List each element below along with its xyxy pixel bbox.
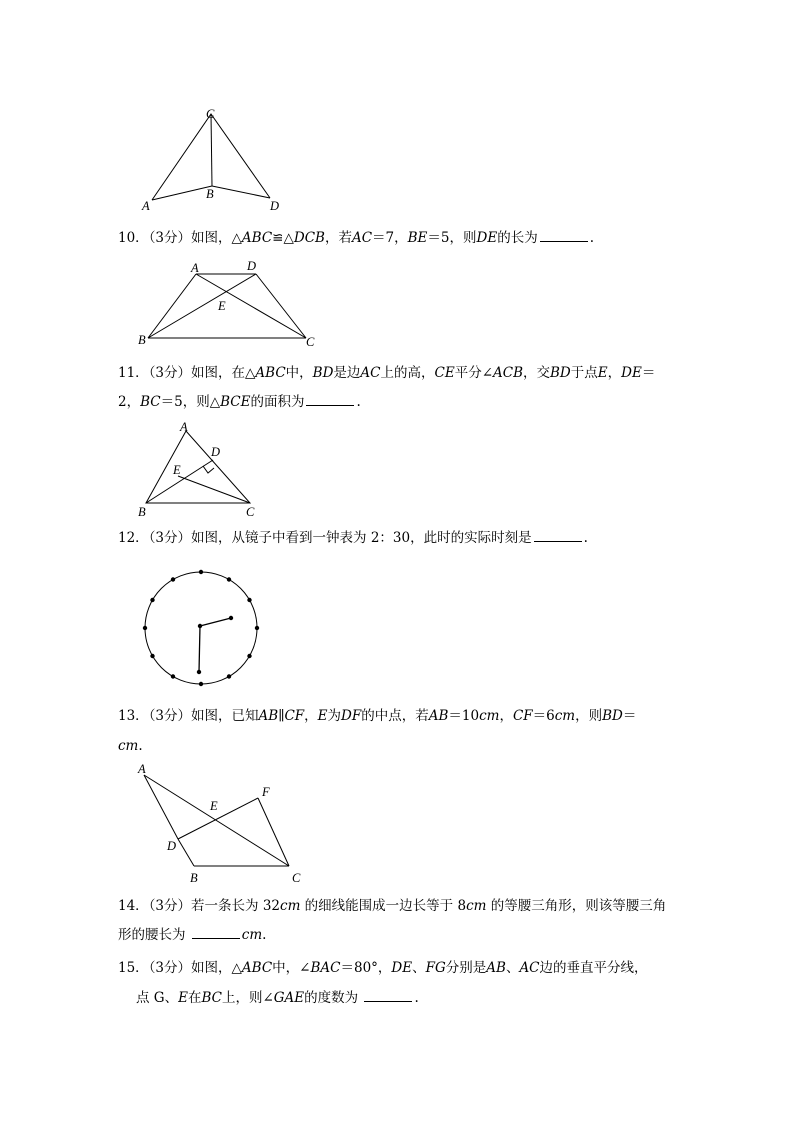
fig11-label-a: A [180, 420, 188, 434]
q14-text: 的细线能围成一边长等于 8 [300, 898, 467, 914]
question-15 [118, 958, 648, 978]
fig9-segment-bd [212, 186, 270, 198]
clock-hour-dot [227, 674, 231, 678]
q13-text: E [317, 708, 328, 724]
figure-q13-quadrilateral [136, 762, 306, 884]
q15-text: 的度数为 [304, 990, 363, 1006]
q11-text: 平分∠ [454, 365, 494, 381]
fig9-label-a: A [142, 199, 150, 213]
q11-text: AC [360, 365, 381, 381]
figure-q11-triangle [136, 420, 266, 520]
q15-text: 、 [505, 960, 520, 976]
q14-text: cm [280, 898, 301, 914]
fig9-label-c: C [206, 107, 215, 121]
q13-text: DF [341, 708, 362, 724]
q15-text: FG [425, 960, 446, 976]
q11-text: 上的高， [380, 365, 435, 381]
q11-text: . [356, 394, 361, 410]
question-14 [118, 896, 666, 916]
q11-text: E [597, 365, 608, 381]
q15-text: GAE [273, 990, 305, 1006]
q11-text: ＝5，则△ [160, 394, 221, 410]
fig9-label-d: D [270, 199, 280, 213]
q15-text: 、 [412, 960, 426, 976]
question-11-line2 [118, 392, 361, 412]
clock-center [198, 624, 202, 628]
q11-text: BC [140, 394, 161, 410]
fig13-label-c: C [292, 871, 301, 885]
fig10-label-c: C [306, 335, 315, 349]
q10-text: ＝7， [372, 230, 408, 246]
q15-text: 如图，△ [191, 960, 242, 976]
q14-answer-blank[interactable] [192, 925, 240, 939]
q14-number: 14． [118, 898, 149, 914]
q10-text: ABC [241, 230, 273, 246]
q13-score: （3分） [148, 708, 192, 724]
q13-text: 为 [327, 708, 342, 724]
fig10-label-b: B [138, 333, 146, 347]
q11-text: DE [621, 365, 642, 381]
question-14-line2 [118, 925, 266, 945]
q11-text: BD [312, 365, 334, 381]
q11-text: 中， [285, 365, 313, 381]
q13-text: ＝10 [448, 708, 480, 724]
clock-hand-long [199, 626, 200, 672]
clock-hour-dot [171, 674, 175, 678]
fig10-label-e: E [218, 299, 226, 313]
q11-text: 于点 [570, 365, 598, 381]
q13-text: ∥ [278, 708, 285, 724]
fig13-segment-db [178, 839, 194, 866]
fig11-right-angle-mark [203, 466, 214, 473]
q12-score: （3分） [148, 530, 192, 546]
clock-hour-dot [171, 577, 175, 581]
q10-text: AC [351, 230, 373, 246]
q15-text: BC [201, 990, 222, 1006]
q13-text: ，则 [575, 708, 603, 724]
fig11-bisector-ce [178, 476, 250, 503]
q15-text: 分别是 [445, 960, 487, 976]
q10-text: . [589, 230, 594, 246]
figure-q9-triangles [140, 104, 290, 214]
q10-number: 10． [118, 230, 149, 246]
q11-answer-blank[interactable] [306, 392, 354, 406]
q12-number: 12． [118, 530, 149, 546]
fig13-label-a: A [138, 762, 146, 776]
q12-answer-blank[interactable] [534, 528, 582, 542]
q10-text: 的长为 [497, 230, 538, 246]
q11-text: ACB [493, 365, 524, 381]
q11-text: 2， [118, 394, 141, 410]
q12-end: . [583, 530, 588, 546]
q14-text: . [262, 927, 267, 943]
q13-text: ＝ [622, 708, 637, 724]
q15-text: BAC [310, 960, 341, 976]
q10-text: ＝5，则 [427, 230, 477, 246]
q15-answer-blank[interactable] [364, 988, 412, 1002]
q14-text: 的等腰三角形，则该等腰三角 [486, 898, 667, 914]
q13-text: cm [479, 708, 500, 724]
fig11-label-b: B [138, 505, 146, 519]
q11-text: 是边 [333, 365, 361, 381]
q12-text: 如图，从镜子中看到一钟表为 2：30，此时的实际时刻是 [191, 530, 532, 546]
q13-text: BD [602, 708, 623, 724]
fig10-segment-dc [256, 274, 306, 338]
fig10-segment-bd [148, 274, 256, 338]
q14-text: 若一条长为 32 [191, 898, 281, 914]
clock-hour-dot [255, 626, 259, 630]
q10-answer-blank[interactable] [540, 228, 588, 242]
clock-hour-dot [199, 570, 203, 574]
q11-text: BD [550, 365, 571, 381]
q11-text: ABC [255, 365, 286, 381]
q14-text: 形的腰长为 [118, 927, 190, 943]
question-10 [118, 228, 594, 248]
q11-text: CE [434, 365, 455, 381]
fig10-label-a: A [191, 261, 199, 275]
q10-text: 如图，△ [191, 230, 242, 246]
clock-face [145, 572, 257, 684]
q15-text: . [414, 990, 419, 1006]
q15-text: E [178, 990, 188, 1006]
clock-hour-dots [143, 570, 259, 686]
clock-hour-dot [143, 626, 147, 630]
fig13-label-d: D [167, 839, 177, 853]
q10-score: （3分） [148, 230, 192, 246]
clock-hour-dot [247, 654, 251, 658]
figure-q10-crossed-triangles [138, 258, 328, 348]
q11-text: 的面积为 [250, 394, 305, 410]
q15-text: ＝80°， [340, 960, 392, 976]
clock-hour-dot [247, 598, 251, 602]
fig11-label-d: D [211, 445, 221, 459]
q13-number: 13． [118, 708, 149, 724]
q13-text: AB [428, 708, 449, 724]
fig9-segment-cb [211, 114, 212, 186]
fig13-segment-ad [144, 775, 178, 839]
q15-text: DE [391, 960, 413, 976]
q13-text: 的中点，若 [361, 708, 429, 724]
q11-score: （3分） [148, 365, 192, 381]
q14-text: cm [466, 898, 487, 914]
q15-text: ABC [241, 960, 273, 976]
clock-hour-dot [150, 598, 154, 602]
q13-text: ＝6 [532, 708, 555, 724]
fig13-label-f: F [262, 785, 270, 799]
fig13-label-e: E [210, 799, 218, 813]
question-11 [118, 363, 655, 383]
fig13-label-b: B [190, 871, 198, 885]
q15-text: AC [519, 960, 540, 976]
q10-text: ，若 [324, 230, 352, 246]
q15-text: 边的垂直平分线， [539, 960, 648, 976]
fig10-segment-ac [196, 274, 306, 338]
q13-text: 如图，已知 [191, 708, 259, 724]
clock-hour-dot [199, 682, 203, 686]
q10-text: BE [407, 230, 428, 246]
q15-text: 点 G、 [136, 990, 179, 1006]
fig10-label-d: D [247, 259, 257, 273]
q11-text: BCE [220, 394, 251, 410]
clock-hour-dot [150, 654, 154, 658]
q13-text: cm [118, 738, 139, 754]
clock-hand-short [200, 618, 231, 626]
q15-text: 上，则∠ [221, 990, 274, 1006]
clock-hand-tip-short [229, 616, 233, 620]
fig9-segment-ab [152, 186, 212, 200]
q15-score: （3分） [148, 960, 192, 976]
q13-text: ， [304, 708, 318, 724]
q11-text: ，交 [523, 365, 551, 381]
q15-number: 15． [118, 960, 149, 976]
question-13-line2 [118, 736, 143, 756]
q11-text: ＝ [641, 365, 656, 381]
fig11-label-c: C [246, 505, 255, 519]
q14-score: （3分） [148, 898, 192, 914]
q14-text: cm [241, 927, 263, 943]
fig9-label-b: B [206, 187, 214, 201]
q15-text: AB [486, 960, 506, 976]
q13-text: CF [512, 708, 533, 724]
q11-number: 11． [118, 365, 149, 381]
q10-text: DCB [293, 230, 325, 246]
q13-text: ， [499, 708, 513, 724]
q10-text: ≌△ [272, 230, 294, 246]
q10-text: DE [476, 230, 498, 246]
figure-q12-mirrored-clock [140, 566, 266, 692]
q15-text: 中，∠ [272, 960, 311, 976]
q13-text: CF [284, 708, 305, 724]
q13-text: AB [258, 708, 279, 724]
clock-hour-dot [227, 577, 231, 581]
q13-text: . [138, 738, 143, 754]
fig11-label-e: E [173, 463, 181, 477]
fig10-segment-ab [148, 274, 196, 338]
q11-text: ， [607, 365, 622, 381]
clock-hand-tip-long [197, 670, 201, 674]
question-12 [118, 528, 588, 548]
q13-text: cm [554, 708, 576, 724]
q15-text: 在 [187, 990, 202, 1006]
fig11-triangle-abc [146, 431, 250, 503]
q11-text: 如图，在△ [191, 365, 256, 381]
question-15-line2 [136, 988, 419, 1008]
question-13 [118, 706, 636, 726]
